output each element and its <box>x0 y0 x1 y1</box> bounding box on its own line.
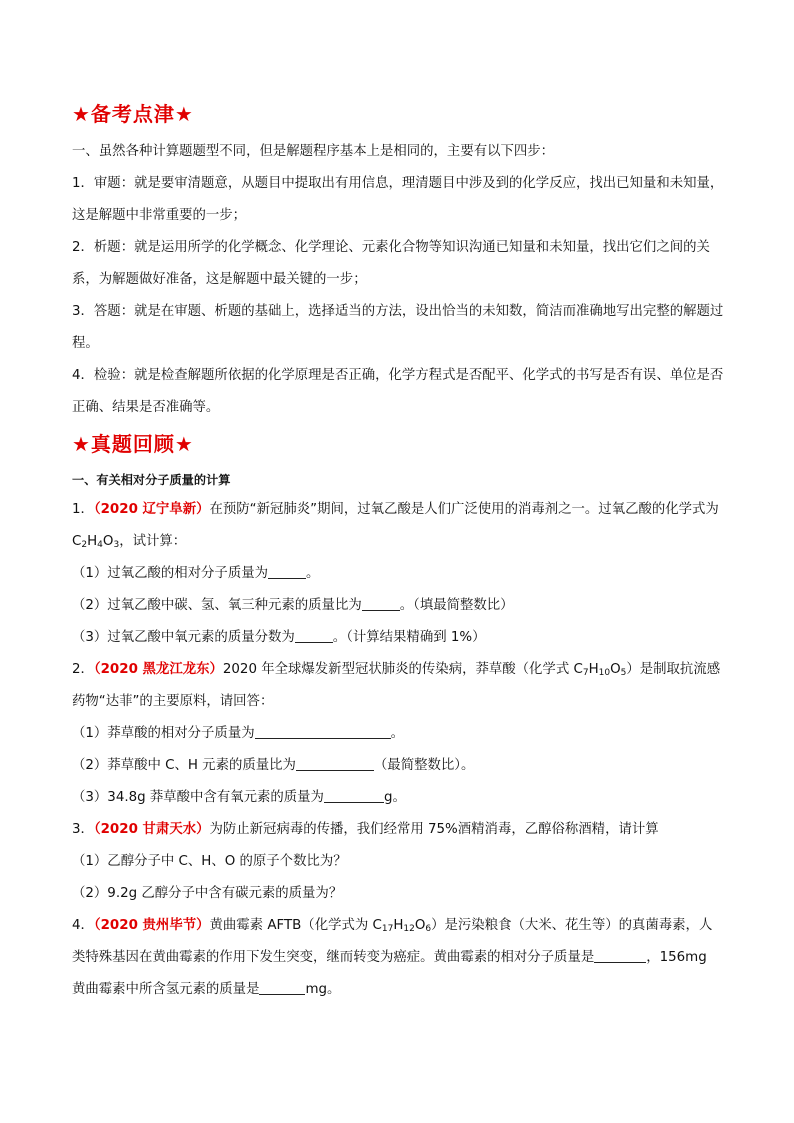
question-number: 4． <box>72 918 94 933</box>
review-subtitle: 一、有关相对分子质量的计算 <box>72 473 231 487</box>
prep-step-1: 1．审题：就是要审清题意，从题目中提取出有用信息，理清题目中涉及到的化学反应，找出已知量和未知量，这是解题中非常重要的一步； <box>72 176 724 223</box>
prep-intro: 一、虽然各种计算题题型不同，但是解题程序基本上是相同的，主要有以下四步： <box>72 144 555 159</box>
question-number: 2． <box>72 662 94 677</box>
question-source: （2020 辽宁阜新） <box>93 502 210 517</box>
answer-blank[interactable] <box>594 948 646 963</box>
prep-step-3: 3．答题：就是在审题、析题的基础上，选择适当的方法，设出恰当的未知数，简洁而准确地写出完整的解题过程。 <box>72 304 724 351</box>
question-source: （2020 贵州毕节） <box>93 918 210 933</box>
answer-blank[interactable] <box>362 596 400 611</box>
question-number: 3． <box>72 822 94 837</box>
question-4: 4．（2020 贵州毕节）黄曲霉素 AFTB（化学式为 $C_{17}H_{12}O_6$）是污染粮食（大米、花生等）的真菌毒素，人类特殊基因在黄曲霉素的作用下发生突变，继而转变为癌症。黄曲霉素的相对分子质量是 ，156mg 黄曲霉素中所含氢元素的质量是 mg。 <box>72 918 713 997</box>
question-2-item-3: （3）34.8g 莽草酸中含有氧元素的质量为 g。 <box>72 790 406 805</box>
question-3-item-2: （2）9.2g 乙醇分子中含有碳元素的质量为？ <box>72 886 343 901</box>
question-source: （2020 甘肃天水） <box>93 822 210 837</box>
prep-step-4: 4．检验：就是检查解题所依据的化学原理是否正确，化学方程式是否配平、化学式的书写是否有误、单位是否正确、结果是否准确等。 <box>72 368 724 415</box>
prep-step-2: 2．析题：就是运用所学的化学概念、化学理论、元素化合物等知识沟通已知量和未知量，找出它们之间的关系，为解题做好准备，这是解题中最关键的一步； <box>72 240 710 287</box>
question-3-item-1: （1）乙醇分子中 C、H、O 的原子个数比为？ <box>72 854 347 869</box>
question-2-item-1: （1）莽草酸的相对分子质量为 。 <box>72 726 404 741</box>
question-1: 1．（2020 辽宁阜新）在预防“新冠肺炎”期间，过氧乙酸是人们广泛使用的消毒剂之一。过氧乙酸的化学式为 $C_2H_4O_3$，试计算： <box>72 502 719 550</box>
answer-blank[interactable] <box>255 724 391 739</box>
answer-blank[interactable] <box>324 788 384 803</box>
question-1-item-1: （1）过氧乙酸的相对分子质量为 。 <box>72 566 320 581</box>
question-1-item-2: （2）过氧乙酸中碳、氢、氧三种元素的质量比为 。（填最简整数比） <box>72 598 514 613</box>
prep-section-title: ★备考点津★ <box>72 102 194 126</box>
answer-blank[interactable] <box>268 564 306 579</box>
answer-blank[interactable] <box>296 756 374 771</box>
question-2: 2．（2020 黑龙江龙东）2020 年全球爆发新型冠状肺炎的传染病，莽草酸（化学式 $C_7H_{10}O_5$）是制取抗流感药物“达菲”的主要原料，请回答： <box>72 662 721 709</box>
question-number: 1． <box>72 502 94 517</box>
review-section-title: ★真题回顾★ <box>72 432 194 456</box>
question-1-item-3: （3）过氧乙酸中氧元素的质量分数为 。（计算结果精确到 1%） <box>72 630 486 645</box>
question-source: （2020 黑龙江龙东） <box>93 662 223 677</box>
answer-blank[interactable] <box>259 980 305 995</box>
question-2-item-2: （2）莽草酸中 C、H 元素的质量比为 （最简整数比）。 <box>72 758 475 773</box>
question-3: 3．（2020 甘肃天水）为防止新冠病毒的传播，我们经常用 75%酒精消毒，乙醇俗称酒精，请计算 <box>72 822 659 837</box>
document-page <box>72 100 724 1006</box>
answer-blank[interactable] <box>295 628 333 643</box>
